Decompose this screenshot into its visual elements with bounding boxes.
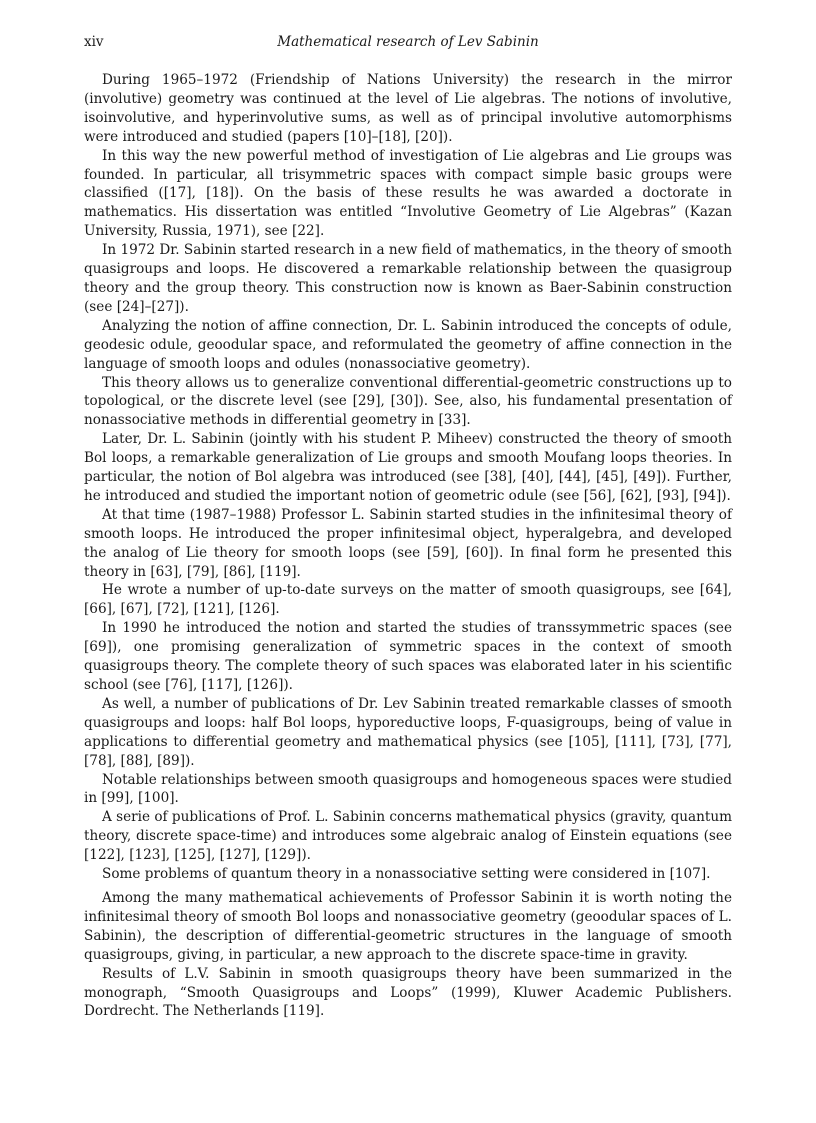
- paragraph: Analyzing the notion of affine connection, Dr. L. Sabinin introduced the concepts of odule, geodesic odule, geoodular space, and reformulated the geometry of affine connection in the language of smooth loops and odules (nonassociative geometry).: [84, 317, 732, 372]
- paragraph: Notable relationships between smooth quasigroups and homogeneous spaces were studied in [99], [100].: [84, 771, 732, 807]
- page-number: xiv: [84, 34, 104, 50]
- paragraph: In 1972 Dr. Sabinin started research in a new field of mathematics, in the theory of smooth quasigroups and loops. He discovered a remarkable relationship between the quasigroup theory and the group theory. This construction now is known as Baer-Sabinin construction (see [24]–[27]).: [84, 242, 732, 315]
- paragraph: During 1965–1972 (Friendship of Nations University) the research in the mirror (involutive) geometry was continued at the level of Lie algebras. The notions of involutive, isoinvolutive, and hyperinvolutive sums, as well as of principal involutive automorphisms were introduced and studied (papers [10]–[18], [20]).: [84, 72, 732, 145]
- paragraph: Later, Dr. L. Sabinin (jointly with his student P. Miheev) constructed the theory of smooth Bol loops, a remarkable generalization of Lie groups and smooth Moufang loops theories. In particular, the notion of Bol algebra was introduced (see [38], [40], [44], [45], [49]). Further, he introduced and studied the important notion of geometric odule (see [56], [62], [93], [94]).: [84, 431, 732, 504]
- paragraph: In this way the new powerful method of investigation of Lie algebras and Lie groups was founded. In particular, all trisymmetric spaces with compact simple basic groups were classified ([17], [18]). On the basis of these results he was awarded a doctorate in mathematics. His dissertation was entitled “Involutive Geometry of Lie Algebras” (Kazan University, Russia, 1971), see [22].: [84, 147, 732, 240]
- paragraph: This theory allows us to generalize conventional differential-geometric constructions up to topological, or the discrete level (see [29], [30]). See, also, his fundamental presentation of nonassociative methods in differential geometry in [33].: [84, 374, 732, 429]
- paragraph: In 1990 he introduced the notion and started the studies of transsymmetric spaces (see [69]), one promising generalization of symmetric spaces in the context of smooth quasigroups theory. The complete theory of such spaces was elaborated later in his scientific school (see [76], [117], [126]).: [84, 620, 732, 693]
- paragraph: A serie of publications of Prof. L. Sabinin concerns mathematical physics (gravity, quantum theory, discrete space-time) and introduces some algebraic analog of Einstein equations (see [122], [123], [125], [127], [129]).: [84, 809, 733, 864]
- paragraph: Among the many mathematical achievements of Professor Sabinin it is worth noting the infinitesimal theory of smooth Bol loops and nonassociative geometry (geoodular spaces of L. Sabinin), the description of differential-geometric structures in the language of smooth quasigroups, giving, in particular, a new approach to the discrete space-time in gravity.: [84, 889, 732, 963]
- paragraph: He wrote a number of up-to-date surveys on the matter of smooth quasigroups, see [64], [66], [67], [72], [121], [126].: [84, 582, 732, 618]
- page-header: [84, 34, 732, 54]
- running-title: Mathematical research of Lev Sabinin: [277, 34, 539, 50]
- paragraph: As well, a number of publications of Dr. Lev Sabinin treated remarkable classes of smooth quasigroups and loops: half Bol loops, hyporeductive loops, F-quasigroups, being of value in applications to differential geometry and mathematical physics (see [105], [111], [73], [77], [78], [88], [89]).: [84, 695, 732, 769]
- body-text: [84, 71, 732, 1021]
- paragraph: Results of L.V. Sabinin in smooth quasigroups theory have been summarized in the monograph, “Smooth Quasigroups and Loops” (1999), Kluwer Academic Publishers. Dordrecht. The Netherlands [119].: [84, 965, 732, 1020]
- paragraph: At that time (1987–1988) Professor L. Sabinin started studies in the infinitesimal theory of smooth loops. He introduced the proper infinitesimal object, hyperalgebra, and developed the analog of Lie theory for smooth loops (see [59], [60]). In final form he presented this theory in [63], [79], [86], [119].: [84, 506, 732, 580]
- paragraph: Some problems of quantum theory in a nonassociative setting were considered in [107].: [102, 866, 711, 883]
